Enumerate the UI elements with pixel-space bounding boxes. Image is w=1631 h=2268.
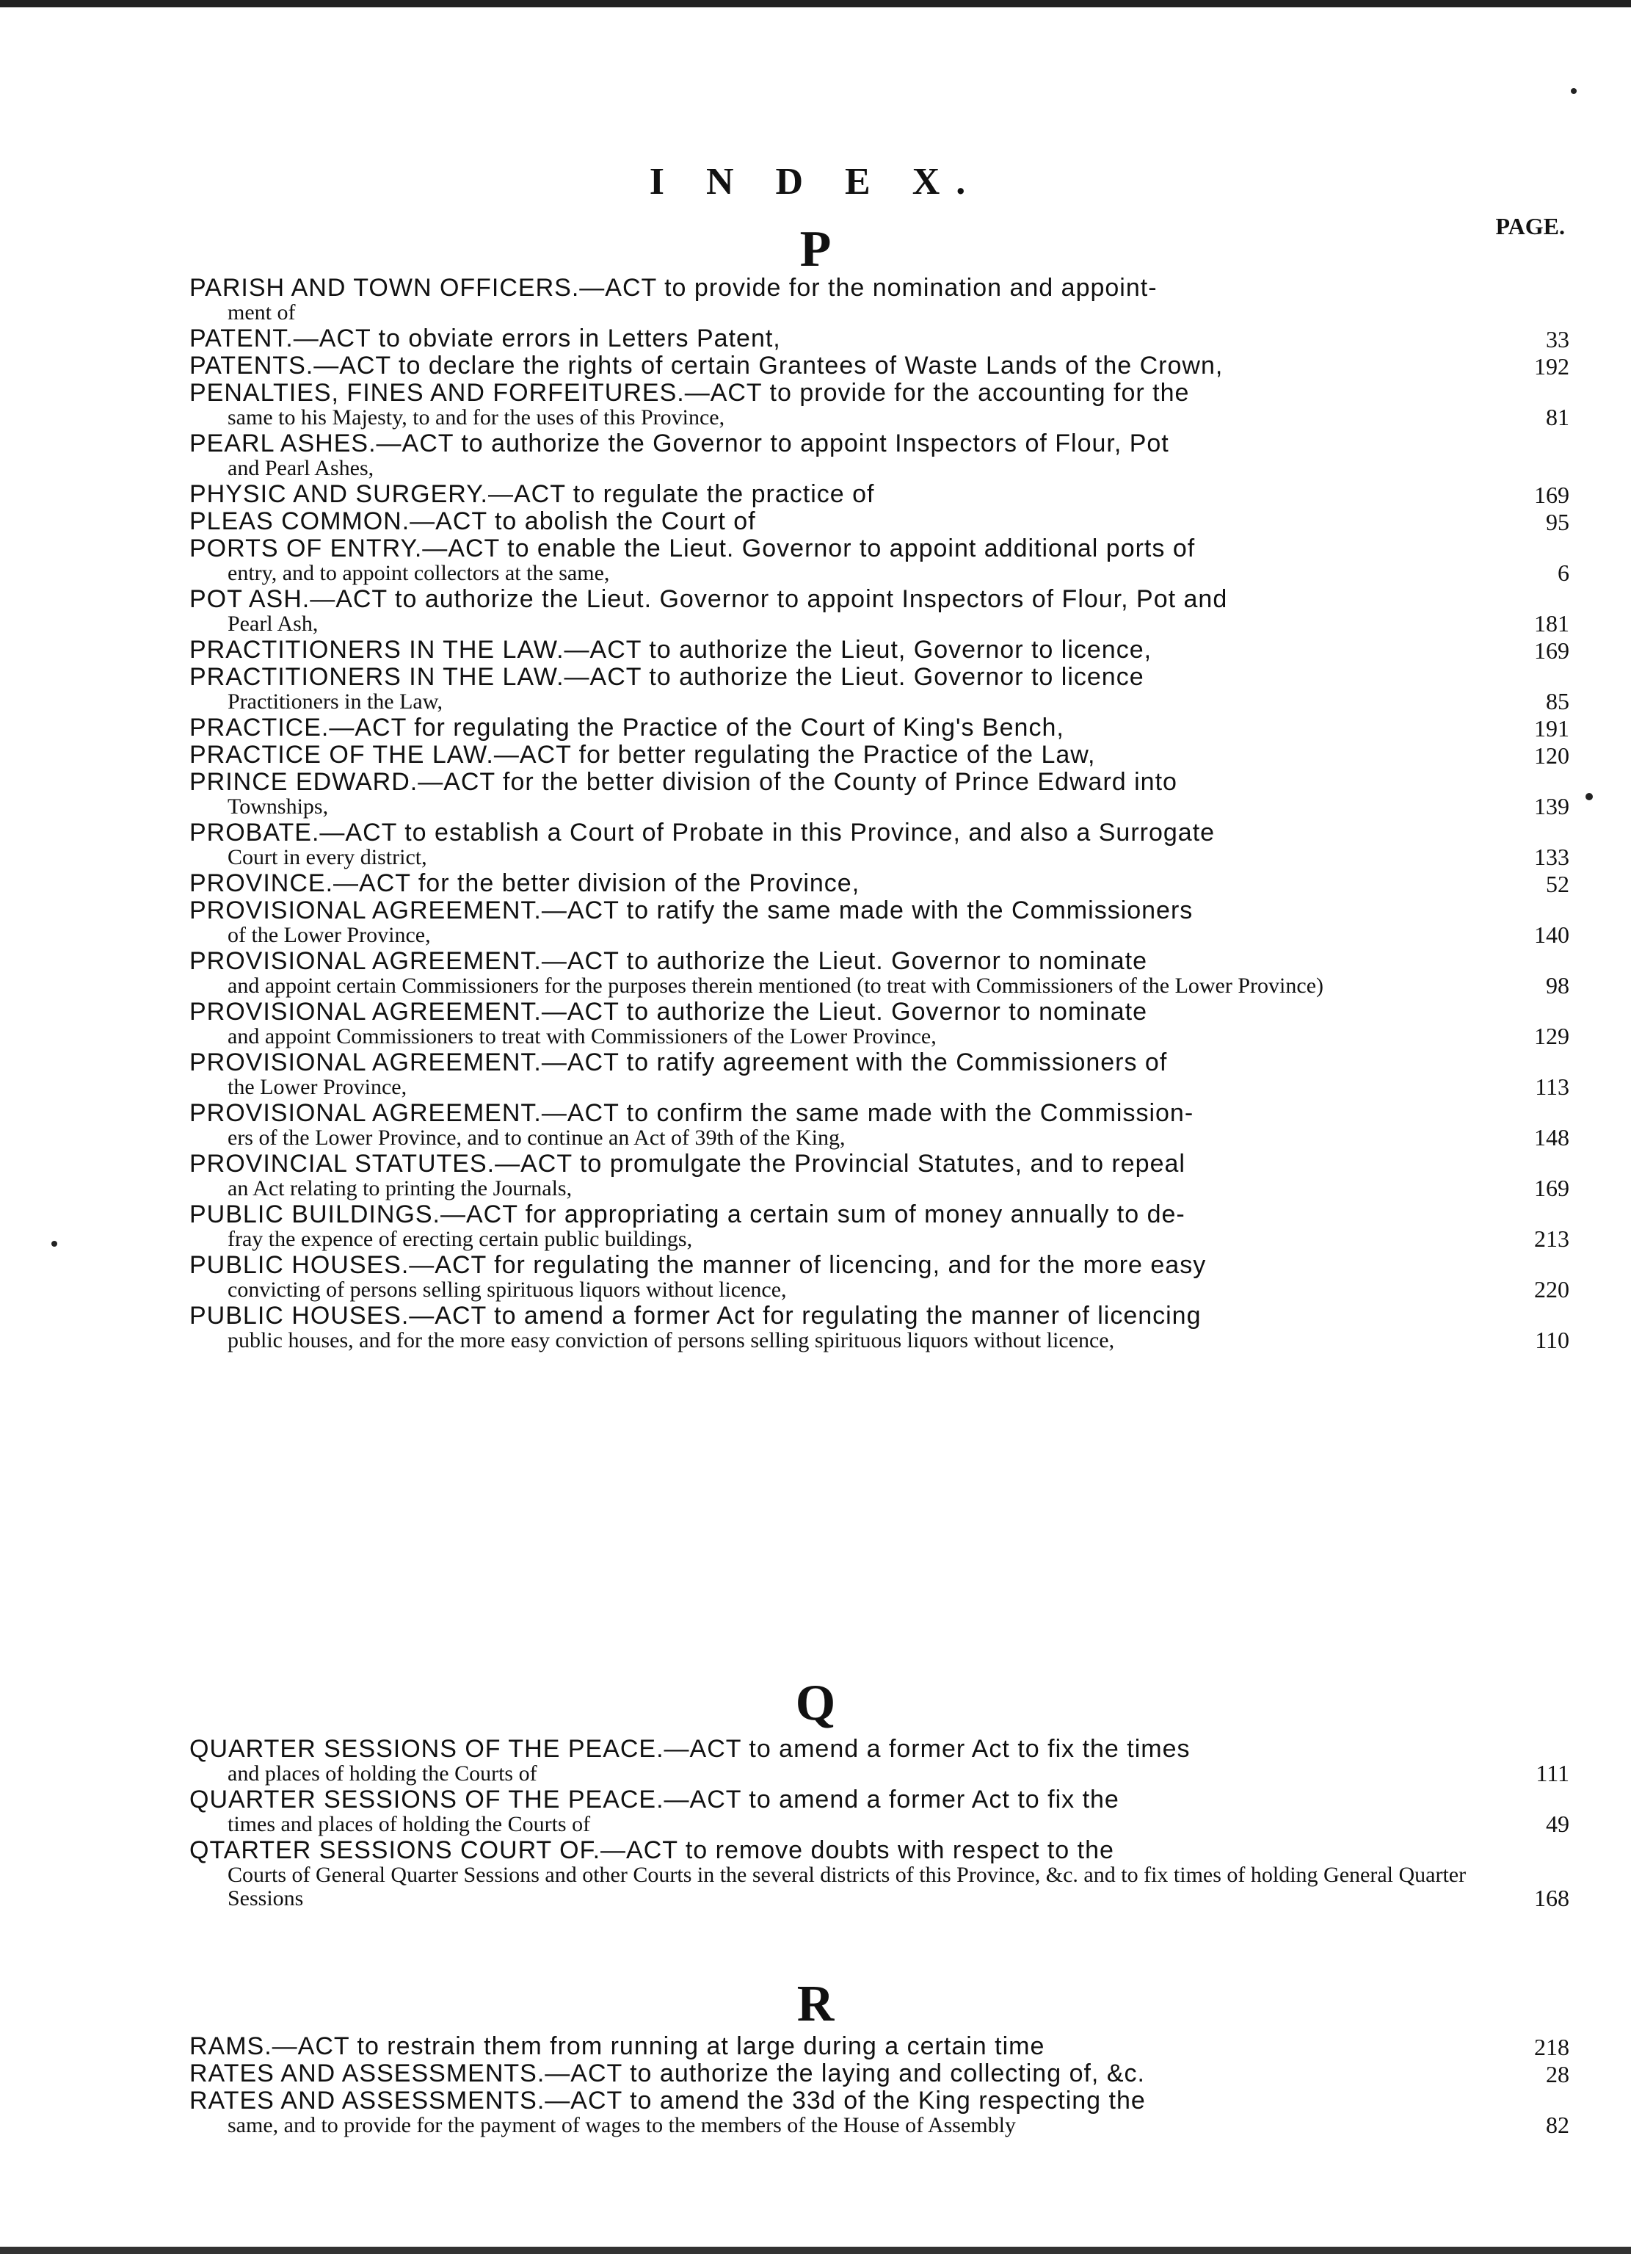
entry-continuation: same to his Majesty, to and for the uses of this Province, [228,405,725,430]
entry-heading: PRACTICE OF THE LAW.—ACT for better regulating the Practice of the Law, [189,741,1096,769]
entry-page-number: 113 [1535,1073,1569,1100]
entry-page-number: 120 [1534,742,1569,769]
entry-heading: PRACTITIONERS IN THE LAW.—ACT to authorize the Lieut. Governor to licence [189,663,1144,691]
entry-heading: PRACTITIONERS IN THE LAW.—ACT to authorize the Lieut, Governor to licence, [189,636,1152,664]
entry-page-number: 81 [1546,404,1569,430]
entry-heading: PUBLIC BUILDINGS.—ACT for appropriating a certain sum of money annually to de- [189,1200,1185,1228]
entry-heading: PROVISIONAL AGREEMENT.—ACT to authorize the Lieut. Governor to nominate [189,947,1147,975]
entry-continuation: Practitioners in the Law, [228,689,443,714]
entry-page-number: 148 [1534,1124,1569,1151]
entry-page-number: 49 [1546,1811,1569,1837]
entry-heading: PROVISIONAL AGREEMENT.—ACT to authorize the Lieut. Governor to nominate [189,998,1147,1026]
entry-heading: PROVISIONAL AGREEMENT.—ACT to ratify agreement with the Commissioners of [189,1048,1168,1076]
entry-continuation: Court in every district, [228,845,427,869]
entry-page-number: 110 [1535,1327,1569,1353]
index-entry-p-7 [189,536,1569,585]
index-entry-p-21 [189,1151,1569,1200]
entry-continuation: Townships, [228,794,329,819]
entry-page-number: 33 [1546,326,1569,352]
index-entry-p-6 [189,509,1569,535]
index-entry-r-2 [189,2088,1569,2137]
index-entry-p-2 [189,353,1569,379]
entry-heading: PHYSIC AND SURGERY.—ACT to regulate the practice of [189,480,875,508]
entry-heading: PEARL ASHES.—ACT to authorize the Governor to appoint Inspectors of Flour, Pot [189,430,1169,457]
entry-continuation: Courts of General Quarter Sessions and other Courts in the several districts of this Province, &c. and to fix times of holding General Quarter Sessions [228,1863,1467,1910]
entry-continuation: and Pearl Ashes, [228,456,374,480]
entry-heading: PROVINCE.—ACT for the better division of the Province, [189,869,860,897]
entry-page-number: 133 [1534,844,1569,870]
entry-heading: QUARTER SESSIONS OF THE PEACE.—ACT to amend a former Act to fix the [189,1786,1119,1814]
entry-heading: PRINCE EDWARD.—ACT for the better division of the County of Prince Edward into [189,768,1177,796]
index-entry-r-1 [189,2061,1569,2087]
index-entry-p-11 [189,715,1569,741]
entry-heading: PUBLIC HOUSES.—ACT to amend a former Act for regulating the manner of licencing [189,1302,1202,1330]
entry-continuation: ers of the Lower Province, and to continue an Act of 39th of the King, [228,1126,846,1150]
top-border [0,0,1631,7]
index-entry-q-2 [189,1838,1569,1910]
entry-continuation: of the Lower Province, [228,923,431,947]
entry-heading: POT ASH.—ACT to authorize the Lieut. Governor to appoint Inspectors of Flour, Pot and [189,585,1228,613]
index-entry-p-8 [189,587,1569,636]
entry-page-number: 169 [1534,637,1569,664]
section-letter-q: Q [795,1675,836,1731]
section-p-entries [189,275,1569,1354]
section-letter-r: R [796,1976,835,2032]
entry-continuation: public houses, and for the more easy conviction of persons selling spirituous liquors without licence, [228,1328,1115,1352]
entry-heading: PROVISIONAL AGREEMENT.—ACT to confirm the same made with the Commission- [189,1099,1194,1127]
entry-continuation: and places of holding the Courts of [228,1761,537,1786]
entry-heading: RAMS.—ACT to restrain them from running at large during a certain time [189,2032,1045,2060]
entry-page-number: 169 [1534,482,1569,508]
entry-page-number: 129 [1534,1023,1569,1049]
index-entry-q-0 [189,1736,1569,1786]
entry-continuation: entry, and to appoint collectors at the same, [228,561,610,585]
entry-page-number: 191 [1534,715,1569,742]
scan-speck [1585,793,1593,800]
section-r-entries [189,2034,1569,2139]
entry-page-number: 6 [1558,559,1569,586]
entry-heading: PUBLIC HOUSES.—ACT for regulating the manner of licencing, and for the more easy [189,1251,1207,1279]
index-entry-r-0 [189,2034,1569,2059]
entry-continuation: same, and to provide for the payment of wages to the members of the House of Assembly [228,2113,1016,2137]
entry-heading: PARISH AND TOWN OFFICERS.—ACT to provide for the nomination and appoint- [189,274,1158,302]
index-entry-p-3 [189,380,1569,430]
index-entry-p-13 [189,769,1569,819]
entry-continuation: ment of [228,300,296,325]
page-column-label: PAGE. [1495,213,1565,239]
entry-page-number: 168 [1534,1885,1569,1911]
entry-page-number: 169 [1534,1175,1569,1201]
entry-continuation: and appoint certain Commissioners for the purposes therein mentioned (to treat with Commissioners of the Lower Province) [228,974,1323,998]
entry-page-number: 220 [1534,1276,1569,1303]
entry-continuation: and appoint Commissioners to treat with Commissioners of the Lower Province, [228,1024,937,1048]
entry-page-number: 52 [1546,871,1569,897]
entry-continuation: times and places of holding the Courts of [228,1812,591,1836]
section-q-entries [189,1736,1569,1912]
index-entry-p-20 [189,1101,1569,1150]
index-entry-p-16 [189,898,1569,947]
index-entry-p-14 [189,820,1569,869]
entry-heading: PENALTIES, FINES AND FORFEITURES.—ACT to provide for the accounting for the [189,379,1190,407]
index-entry-p-22 [189,1202,1569,1251]
entry-heading: QTARTER SESSIONS COURT OF.—ACT to remove doubts with respect to the [189,1836,1114,1864]
entry-heading: QUARTER SESSIONS OF THE PEACE.—ACT to amend a former Act to fix the times [189,1735,1191,1763]
entry-page-number: 139 [1534,793,1569,819]
scan-speck [1571,88,1577,94]
index-entry-p-19 [189,1050,1569,1099]
entry-heading: PLEAS COMMON.—ACT to abolish the Court of [189,507,756,535]
entry-continuation: fray the expence of erecting certain public buildings, [228,1227,693,1251]
index-entry-p-1 [189,326,1569,352]
index-entry-p-0 [189,275,1569,325]
entry-heading: PROVINCIAL STATUTES.—ACT to promulgate the Provincial Statutes, and to repeal [189,1150,1185,1178]
entry-heading: PATENTS.—ACT to declare the rights of certain Grantees of Waste Lands of the Crown, [189,352,1224,380]
scan-speck [51,1241,57,1247]
index-entry-q-1 [189,1787,1569,1836]
entry-page-number: 111 [1536,1760,1569,1786]
index-entry-p-4 [189,431,1569,480]
index-entry-p-15 [189,871,1569,896]
entry-heading: PATENT.—ACT to obviate errors in Letters Patent, [189,325,781,352]
entry-heading: RATES AND ASSESSMENTS.—ACT to amend the 33d of the King respecting the [189,2087,1146,2115]
entry-heading: PORTS OF ENTRY.—ACT to enable the Lieut. Governor to appoint additional ports of [189,535,1196,562]
entry-continuation: the Lower Province, [228,1075,407,1099]
entry-page-number: 82 [1546,2112,1569,2138]
index-entry-p-9 [189,637,1569,663]
entry-heading: PROVISIONAL AGREEMENT.—ACT to ratify the same made with the Commissioners [189,896,1194,924]
index-entry-p-17 [189,949,1569,998]
entry-heading: RATES AND ASSESSMENTS.—ACT to authorize the laying and collecting of, &c. [189,2059,1145,2087]
entry-continuation: Pearl Ash, [228,612,319,636]
entry-page-number: 95 [1546,509,1569,535]
index-entry-p-10 [189,664,1569,714]
entry-continuation: an Act relating to printing the Journals, [228,1176,573,1200]
index-entry-p-12 [189,742,1569,768]
index-entry-p-24 [189,1303,1569,1352]
index-entry-p-5 [189,482,1569,507]
index-entry-p-23 [189,1253,1569,1302]
entry-page-number: 218 [1534,2034,1569,2060]
page-title: I N D E X. [649,161,982,203]
entry-page-number: 213 [1534,1225,1569,1252]
entry-page-number: 140 [1534,921,1569,948]
bottom-border [0,2247,1631,2254]
index-entry-p-18 [189,999,1569,1048]
entry-heading: PRACTICE.—ACT for regulating the Practice of the Court of King's Bench, [189,714,1064,742]
entry-page-number: 85 [1546,688,1569,714]
entry-page-number: 192 [1534,353,1569,380]
entry-page-number: 98 [1546,972,1569,999]
entry-page-number: 181 [1534,610,1569,637]
section-letter-p: P [799,221,832,278]
entry-heading: PROBATE.—ACT to establish a Court of Probate in this Province, and also a Surrogate [189,819,1216,847]
entry-page-number: 28 [1546,2061,1569,2087]
entry-continuation: convicting of persons selling spirituous liquors without licence, [228,1278,787,1302]
